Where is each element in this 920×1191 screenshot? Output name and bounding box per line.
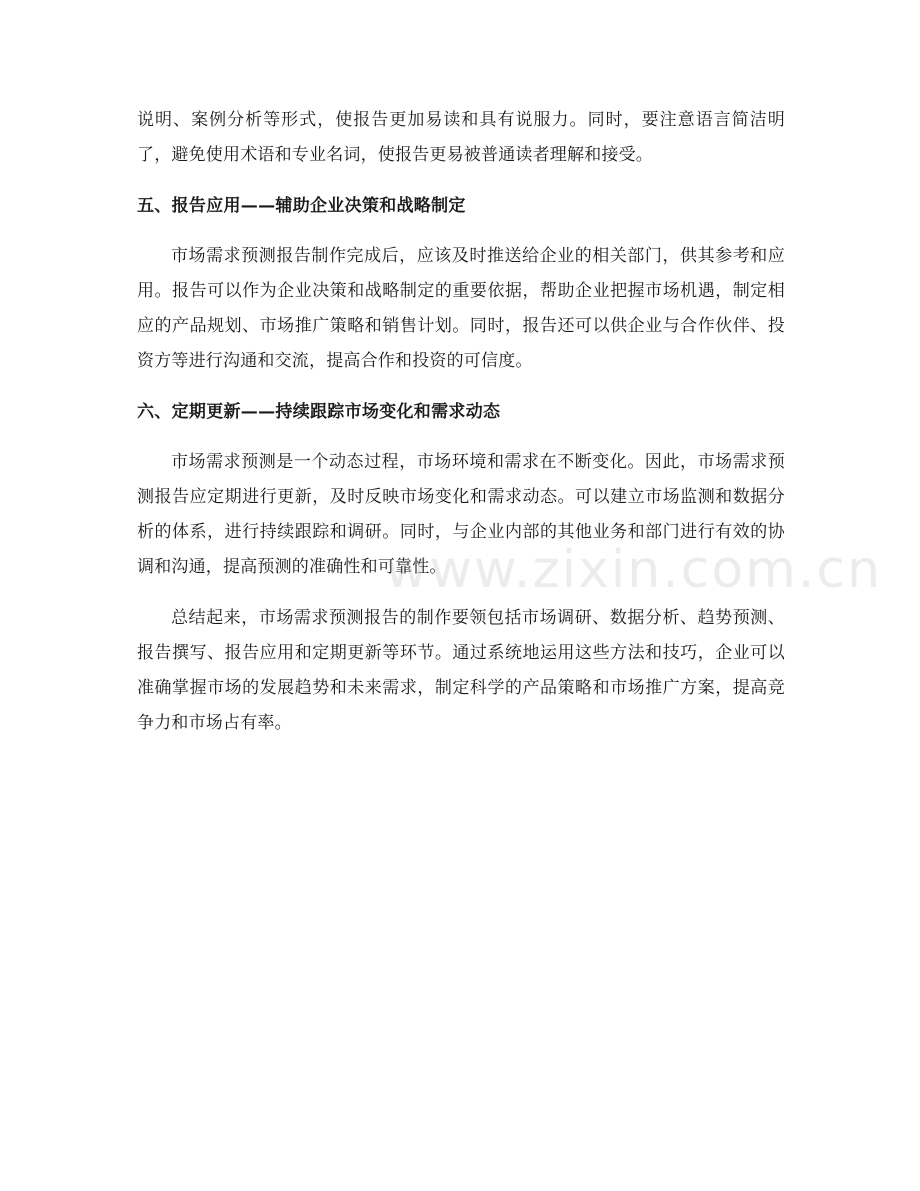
watermark: www.zixin.com.cn — [385, 540, 882, 600]
spacer — [137, 224, 785, 239]
intro-paragraph: 说明、案例分析等形式，使报告更加易读和具有说服力。同时，要注意语言简洁明了，避免使用术语和专业名词，使报告更易被普通读者理解和接受。 — [137, 110, 785, 165]
section-paragraph-5: 市场需求预测报告制作完成后，应该及时推送给企业的相关部门，供其参考和应用。报告可以作为企业决策和战略制定的重要依据，帮助企业把握市场机遇，制定相应的产品规划、市场推广策略和销售计划。同时，报告还可以供企业与合作伙伴、投资方等进行沟通和交流，提高合作和投资的可信度。 — [137, 246, 785, 371]
document-body — [137, 103, 785, 741]
spacer — [137, 430, 785, 445]
spacer — [137, 379, 785, 395]
spacer — [137, 173, 785, 189]
spacer — [137, 585, 785, 601]
section-paragraph-6: 市场需求预测是一个动态过程，市场环境和需求在不断变化。因此，市场需求预测报告应定期进行更新，及时反映市场变化和需求动态。可以建立市场监测和数据分析的体系，进行持续跟踪和调研。同时，与企业内部的其他业务和部门进行有效的协调和沟通，提高预测的准确性和可靠性。 — [137, 452, 785, 577]
conclusion-paragraph: 总结起来，市场需求预测报告的制作要领包括市场调研、数据分析、趋势预测、报告撰写、报告应用和定期更新等环节。通过系统地运用这些方法和技巧，企业可以准确掌握市场的发展趋势和未来需求，制定科学的产品策略和市场推广方案，提高竞争力和市场占有率。 — [137, 608, 785, 733]
section-heading-5: 五、报告应用——辅助企业决策和战略制定 — [137, 196, 466, 216]
section-heading-6: 六、定期更新——持续跟踪市场变化和需求动态 — [137, 402, 501, 422]
